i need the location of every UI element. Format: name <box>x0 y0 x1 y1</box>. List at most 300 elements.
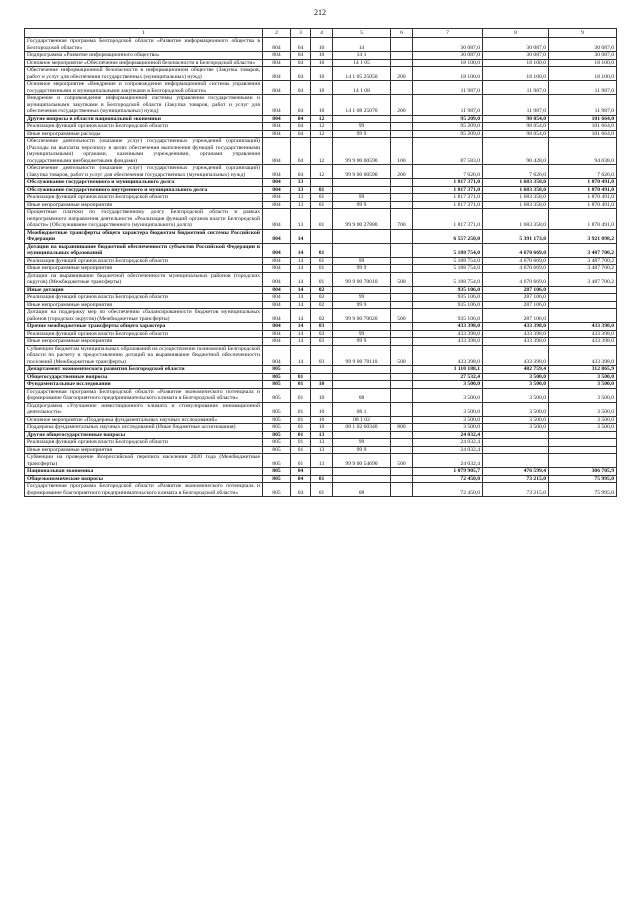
row-name: Дотации на выравнивание бюджетной обеспеченности муниципальных районов (городских округов) (Межбюджетные трансферты) <box>25 272 263 286</box>
row-name: Реализация функций органов власти Белгородской области <box>25 123 263 131</box>
row-section: 04 <box>291 123 311 131</box>
row-ministry-code: 804 <box>263 186 291 194</box>
row-amount-year-1: 1 817 371,0 <box>413 179 483 187</box>
row-subsection: 03 <box>311 323 333 331</box>
row-section: 04 <box>291 59 311 67</box>
row-expense-type: 700 <box>391 209 413 230</box>
row-name: Иные дотации <box>25 286 263 294</box>
row-amount-year-1: 11 987,0 <box>413 81 483 95</box>
row-ministry-code: 804 <box>263 52 291 60</box>
row-name: Основное мероприятие «Внедрение и сопровождение информационной системы управления государственными и муниципальными закупками в Белгородской области» <box>25 81 263 95</box>
row-name: Иные непрограммные мероприятия <box>25 265 263 273</box>
row-target-article <box>333 381 391 389</box>
row-section: 14 <box>291 257 311 265</box>
row-amount-year-3: 30 087,0 <box>549 52 617 60</box>
row-target-article: 99 <box>333 123 391 131</box>
row-section: 04 <box>291 468 311 476</box>
row-target-article <box>333 475 391 483</box>
row-ministry-code: 804 <box>263 38 291 52</box>
row-section: 04 <box>291 130 311 138</box>
row-amount-year-2: 4 670 669,0 <box>483 272 549 286</box>
row-target-article: 99 9 <box>333 265 391 273</box>
row-ministry-code: 805 <box>263 446 291 454</box>
row-ministry-code: 804 <box>263 67 291 81</box>
row-ministry-code: 804 <box>263 323 291 331</box>
row-target-article: 08 1 02 <box>333 416 391 424</box>
row-section: 04 <box>291 483 311 497</box>
col-header-3: 3 <box>291 29 311 38</box>
table-row <box>25 95 617 116</box>
row-amount-year-1: 1 817 371,0 <box>413 201 483 209</box>
row-target-article <box>333 366 391 374</box>
row-amount-year-1: 1 079 905,7 <box>413 468 483 476</box>
row-target-article: 99 9 00 54690 <box>333 454 391 468</box>
row-amount-year-3: 3 500,0 <box>549 416 617 424</box>
row-name: Дотации на выравнивание бюджетной обеспеченности субъектов Российской Федерации и муниципальных образований <box>25 243 263 257</box>
row-name: Обеспечение информационной безопасности в информационном обществе (Закупка товаров, работ и услуг для обеспечения государственных (муниципальных) нужд) <box>25 67 263 81</box>
row-target-article <box>333 243 391 257</box>
row-amount-year-1: 433 398,0 <box>413 323 483 331</box>
row-amount-year-2: 433 398,0 <box>483 345 549 366</box>
row-ministry-code: 804 <box>263 123 291 131</box>
row-expense-type: 200 <box>391 95 413 116</box>
row-amount-year-2: 4 670 669,0 <box>483 257 549 265</box>
row-name: Основное мероприятие «Поддержка фундаментальных научных исследований» <box>25 416 263 424</box>
row-amount-year-3: 1 870 491,0 <box>549 179 617 187</box>
row-subsection: 13 <box>311 431 333 439</box>
table-row <box>25 179 617 187</box>
row-target-article: 99 9 00 00590 <box>333 138 391 165</box>
row-amount-year-1: 24 032,4 <box>413 431 483 439</box>
table-row <box>25 330 617 338</box>
row-amount-year-2: 1 683 358,0 <box>483 179 549 187</box>
row-expense-type <box>391 194 413 202</box>
row-name: Иные непрограммные мероприятия <box>25 338 263 346</box>
row-subsection <box>311 373 333 381</box>
row-amount-year-2: 1 683 358,0 <box>483 186 549 194</box>
row-target-article: 99 <box>333 330 391 338</box>
row-amount-year-2: 433 398,0 <box>483 323 549 331</box>
row-section: 04 <box>291 38 311 52</box>
row-section: 01 <box>291 439 311 447</box>
row-amount-year-2: 3 500,0 <box>483 381 549 389</box>
table-row <box>25 416 617 424</box>
row-expense-type <box>391 59 413 67</box>
row-amount-year-3 <box>549 294 617 302</box>
row-target-article: 08 1 <box>333 402 391 416</box>
row-expense-type <box>391 265 413 273</box>
table-row <box>25 446 617 454</box>
page-number: 212 <box>314 8 326 17</box>
row-subsection: 10 <box>311 416 333 424</box>
row-subsection: 10 <box>311 388 333 402</box>
header-row <box>25 29 617 38</box>
row-target-article: 99 9 <box>333 446 391 454</box>
row-amount-year-1: 24 032,4 <box>413 454 483 468</box>
row-amount-year-2: 18 100,0 <box>483 67 549 81</box>
row-expense-type <box>391 388 413 402</box>
row-ministry-code: 804 <box>263 201 291 209</box>
table-row <box>25 229 617 243</box>
row-amount-year-1: 433 398,0 <box>413 330 483 338</box>
row-section: 14 <box>291 272 311 286</box>
table-row <box>25 439 617 447</box>
row-amount-year-1: 1 817 371,0 <box>413 194 483 202</box>
row-amount-year-2: 3 500,0 <box>483 373 549 381</box>
table-row <box>25 59 617 67</box>
row-amount-year-3: 433 398,0 <box>549 330 617 338</box>
row-amount-year-3 <box>549 431 617 439</box>
row-name: Основное мероприятие «Обеспечение информационной безопасности в Белгородской области» <box>25 59 263 67</box>
row-name: Дотации на поддержку мер по обеспечению сбалансированности бюджетов муниципальных районов (городских округов) (Межбюджетные трансферты) <box>25 309 263 323</box>
row-expense-type <box>391 201 413 209</box>
row-subsection <box>311 179 333 187</box>
row-ministry-code: 805 <box>263 402 291 416</box>
row-subsection: 10 <box>311 95 333 116</box>
row-section: 01 <box>291 424 311 432</box>
row-amount-year-2: 90 428,0 <box>483 138 549 165</box>
row-subsection: 12 <box>311 123 333 131</box>
row-amount-year-3: 3 487 700,2 <box>549 265 617 273</box>
col-header-9: 9 <box>549 29 617 38</box>
row-amount-year-3: 1 870 491,0 <box>549 201 617 209</box>
row-amount-year-1: 30 087,0 <box>413 38 483 52</box>
row-amount-year-1: 935 106,0 <box>413 294 483 302</box>
row-ministry-code: 804 <box>263 115 291 123</box>
row-amount-year-2 <box>483 454 549 468</box>
row-section: 13 <box>291 201 311 209</box>
row-amount-year-1: 3 500,0 <box>413 388 483 402</box>
row-amount-year-1: 95 209,0 <box>413 130 483 138</box>
row-subsection: 01 <box>311 243 333 257</box>
row-target-article <box>333 431 391 439</box>
row-expense-type: 200 <box>391 165 413 179</box>
row-amount-year-1: 7 626,0 <box>413 165 483 179</box>
row-expense-type: 100 <box>391 138 413 165</box>
row-amount-year-3 <box>549 446 617 454</box>
row-amount-year-1: 95 209,0 <box>413 123 483 131</box>
row-amount-year-2: 98 054,0 <box>483 115 549 123</box>
table-row <box>25 243 617 257</box>
table-row <box>25 294 617 302</box>
row-subsection: 02 <box>311 301 333 309</box>
row-name: Государственная программа Белгородской области «Развитие информационного общества в Белгородской области» <box>25 38 263 52</box>
row-name: Подпрограмма «Развитие информационного общества» <box>25 52 263 60</box>
row-expense-type <box>391 286 413 294</box>
row-expense-type <box>391 373 413 381</box>
row-name: Обслуживание государственного внутреннего и муниципального долга <box>25 186 263 194</box>
row-name: Департамент экономического развития Белгородской области <box>25 366 263 374</box>
row-target-article: 08 <box>333 388 391 402</box>
row-name: Внедрение и сопровождение информационной системы управления государственными и муниципальными закупками в Белгородской области (Закупка товаров, работ и услуг для обеспечения государственных (муниципальных) нужд) <box>25 95 263 116</box>
row-amount-year-1: 935 106,0 <box>413 309 483 323</box>
table-row <box>25 381 617 389</box>
row-amount-year-3: 75 995,0 <box>549 475 617 483</box>
row-amount-year-2: 73 215,0 <box>483 483 549 497</box>
row-subsection: 10 <box>311 67 333 81</box>
row-section: 14 <box>291 338 311 346</box>
row-amount-year-1: 433 398,0 <box>413 345 483 366</box>
row-amount-year-1: 433 398,0 <box>413 338 483 346</box>
row-target-article: 99 9 00 00590 <box>333 165 391 179</box>
row-amount-year-3: 433 398,0 <box>549 338 617 346</box>
row-amount-year-1: 1 110 188,1 <box>413 366 483 374</box>
row-ministry-code: 804 <box>263 294 291 302</box>
row-amount-year-3: 7 626,0 <box>549 165 617 179</box>
row-ministry-code: 804 <box>263 95 291 116</box>
row-subsection: 02 <box>311 286 333 294</box>
row-name: Другие вопросы в области национальной экономики <box>25 115 263 123</box>
row-ministry-code: 805 <box>263 431 291 439</box>
budget-table <box>24 28 617 497</box>
row-target-article <box>333 468 391 476</box>
row-amount-year-3: 3 921 098,2 <box>549 229 617 243</box>
row-amount-year-1: 5 188 754,0 <box>413 265 483 273</box>
row-amount-year-2: 433 398,0 <box>483 330 549 338</box>
row-name: Реализация функций органов власти Белгородской области <box>25 194 263 202</box>
row-amount-year-1: 27 532,4 <box>413 373 483 381</box>
row-amount-year-1: 24 032,4 <box>413 446 483 454</box>
row-section: 13 <box>291 194 311 202</box>
col-header-4: 4 <box>311 29 333 38</box>
row-amount-year-3 <box>549 309 617 323</box>
table-row <box>25 257 617 265</box>
row-target-article <box>333 179 391 187</box>
row-subsection: 01 <box>311 272 333 286</box>
row-subsection <box>311 468 333 476</box>
row-target-article <box>333 186 391 194</box>
row-name: Реализация функций органов власти Белгородской области <box>25 294 263 302</box>
col-header-7: 7 <box>413 29 483 38</box>
row-amount-year-2 <box>483 431 549 439</box>
row-expense-type <box>391 416 413 424</box>
row-subsection: 01 <box>311 194 333 202</box>
row-name: Субвенции бюджетам муниципальных образований на осуществление полномочий Белгородской области по расчету и предоставлению дотаций на выравнивание бюджетной обеспеченности поселений (Межбюджетные трансферты) <box>25 345 263 366</box>
row-target-article: 99 9 00 27880 <box>333 209 391 230</box>
col-header-8: 8 <box>483 29 549 38</box>
row-section: 01 <box>291 454 311 468</box>
row-amount-year-3: 312 865,9 <box>549 366 617 374</box>
row-ministry-code: 804 <box>263 309 291 323</box>
table-row <box>25 38 617 52</box>
row-section: 04 <box>291 115 311 123</box>
row-amount-year-2: 287 106,0 <box>483 309 549 323</box>
row-subsection: 01 <box>311 186 333 194</box>
row-subsection: 10 <box>311 52 333 60</box>
row-name: Общеэкономические вопросы <box>25 475 263 483</box>
row-target-article: 99 9 00 70110 <box>333 345 391 366</box>
row-amount-year-1: 18 100,0 <box>413 59 483 67</box>
row-expense-type: 200 <box>391 67 413 81</box>
row-name: Иные непрограммные мероприятия <box>25 446 263 454</box>
row-amount-year-2: 1 683 358,0 <box>483 194 549 202</box>
row-ministry-code: 804 <box>263 179 291 187</box>
row-ministry-code: 805 <box>263 366 291 374</box>
row-target-article: 08 1 02 60340 <box>333 424 391 432</box>
row-section: 04 <box>291 95 311 116</box>
row-target-article: 99 9 <box>333 338 391 346</box>
row-ministry-code: 805 <box>263 388 291 402</box>
row-amount-year-3: 101 664,0 <box>549 115 617 123</box>
row-amount-year-1: 95 209,0 <box>413 115 483 123</box>
row-ministry-code: 805 <box>263 439 291 447</box>
row-section: 14 <box>291 286 311 294</box>
row-ministry-code: 804 <box>263 338 291 346</box>
row-subsection: 03 <box>311 338 333 346</box>
row-name: Реализация функций органов власти Белгородской области <box>25 439 263 447</box>
row-ministry-code: 804 <box>263 138 291 165</box>
row-expense-type <box>391 475 413 483</box>
row-target-article <box>333 115 391 123</box>
row-amount-year-2: 18 100,0 <box>483 59 549 67</box>
row-expense-type <box>391 483 413 497</box>
table-row <box>25 186 617 194</box>
row-amount-year-2: 3 500,0 <box>483 388 549 402</box>
row-ministry-code: 804 <box>263 286 291 294</box>
row-name: Реализация функций органов власти Белгородской области <box>25 330 263 338</box>
row-name: Национальная экономика <box>25 468 263 476</box>
table-row <box>25 475 617 483</box>
row-amount-year-2: 433 398,0 <box>483 338 549 346</box>
row-amount-year-2: 287 106,0 <box>483 301 549 309</box>
row-amount-year-2: 4 670 669,0 <box>483 243 549 257</box>
row-target-article: 14 1 08 <box>333 81 391 95</box>
row-target-article: 99 <box>333 194 391 202</box>
row-expense-type <box>391 115 413 123</box>
row-section: 14 <box>291 345 311 366</box>
row-amount-year-3: 3 500,0 <box>549 388 617 402</box>
row-amount-year-3: 3 500,0 <box>549 424 617 432</box>
row-subsection: 01 <box>311 257 333 265</box>
row-ministry-code: 805 <box>263 468 291 476</box>
row-name: Иные непрограммные мероприятия <box>25 201 263 209</box>
row-amount-year-2: 1 683 358,0 <box>483 201 549 209</box>
row-section: 14 <box>291 294 311 302</box>
row-expense-type: 500 <box>391 272 413 286</box>
row-amount-year-1: 935 106,0 <box>413 301 483 309</box>
row-name: Обеспечение деятельности (оказание услуг) государственных учреждений (организаций) (Закупка товаров, работ и услуг для обеспечения государственных (муниципальных) нужд) <box>25 165 263 179</box>
row-section: 04 <box>291 138 311 165</box>
row-ministry-code: 804 <box>263 265 291 273</box>
row-subsection: 02 <box>311 309 333 323</box>
table-row <box>25 483 617 497</box>
row-subsection: 02 <box>311 294 333 302</box>
row-subsection: 10 <box>311 38 333 52</box>
row-amount-year-3: 101 664,0 <box>549 130 617 138</box>
row-name: Межбюджетные трансферты общего характера бюджетам бюджетной системы Российской Федерации <box>25 229 263 243</box>
row-target-article: 08 <box>333 483 391 497</box>
row-expense-type <box>391 130 413 138</box>
row-ministry-code: 805 <box>263 416 291 424</box>
row-amount-year-1: 18 100,0 <box>413 67 483 81</box>
row-amount-year-2: 98 054,0 <box>483 130 549 138</box>
row-amount-year-2: 11 987,0 <box>483 81 549 95</box>
row-amount-year-3: 3 500,0 <box>549 381 617 389</box>
row-subsection: 12 <box>311 130 333 138</box>
row-amount-year-1: 1 817 371,0 <box>413 209 483 230</box>
row-expense-type <box>391 338 413 346</box>
table-row <box>25 402 617 416</box>
table-row <box>25 309 617 323</box>
row-amount-year-3: 1 870 491,0 <box>549 194 617 202</box>
row-subsection: 01 <box>311 265 333 273</box>
row-amount-year-1: 3 500,0 <box>413 381 483 389</box>
table-row <box>25 301 617 309</box>
row-expense-type <box>391 323 413 331</box>
row-amount-year-2: 476 599,4 <box>483 468 549 476</box>
table-row <box>25 388 617 402</box>
row-amount-year-2: 5 391 173,0 <box>483 229 549 243</box>
row-ministry-code: 804 <box>263 194 291 202</box>
row-expense-type: 500 <box>391 454 413 468</box>
row-amount-year-3: 30 087,0 <box>549 38 617 52</box>
row-section: 04 <box>291 475 311 483</box>
table-row <box>25 366 617 374</box>
row-expense-type <box>391 301 413 309</box>
row-subsection: 01 <box>311 475 333 483</box>
row-expense-type <box>391 294 413 302</box>
table-row <box>25 209 617 230</box>
table-row <box>25 265 617 273</box>
row-amount-year-2: 98 054,0 <box>483 123 549 131</box>
row-section: 13 <box>291 179 311 187</box>
row-expense-type <box>391 123 413 131</box>
row-name: Государственная программа Белгородской области «Развитие экономического потенциала и формирование благоприятного предпринимательского климата в Белгородской области» <box>25 483 263 497</box>
table-row <box>25 81 617 95</box>
row-name: Подпрограмма «Улучшение инвестиционного климата и стимулирование инновационной деятельности» <box>25 402 263 416</box>
row-expense-type <box>391 381 413 389</box>
row-subsection: 10 <box>311 381 333 389</box>
row-amount-year-1: 3 500,0 <box>413 416 483 424</box>
row-section: 04 <box>291 52 311 60</box>
row-amount-year-3: 1 870 491,0 <box>549 186 617 194</box>
row-ministry-code: 804 <box>263 243 291 257</box>
row-expense-type <box>391 431 413 439</box>
row-subsection <box>311 366 333 374</box>
table-row <box>25 424 617 432</box>
row-amount-year-1: 72 450,0 <box>413 475 483 483</box>
row-section <box>291 366 311 374</box>
row-ministry-code: 804 <box>263 345 291 366</box>
row-name: Иные непрограммные мероприятия <box>25 301 263 309</box>
row-amount-year-3: 433 398,0 <box>549 323 617 331</box>
row-amount-year-2: 287 106,0 <box>483 294 549 302</box>
col-header-1: 1 <box>25 29 263 38</box>
row-target-article: 14 <box>333 38 391 52</box>
row-amount-year-2: 30 087,0 <box>483 38 549 52</box>
row-ministry-code: 804 <box>263 257 291 265</box>
row-amount-year-1: 5 188 754,0 <box>413 243 483 257</box>
row-ministry-code: 805 <box>263 424 291 432</box>
budget-table-wrapper <box>24 28 616 497</box>
row-expense-type: 800 <box>391 424 413 432</box>
row-amount-year-3: 18 100,0 <box>549 59 617 67</box>
row-amount-year-2: 482 759,4 <box>483 366 549 374</box>
col-header-2: 2 <box>263 29 291 38</box>
row-amount-year-2: 30 087,0 <box>483 52 549 60</box>
table-row <box>25 138 617 165</box>
row-amount-year-1: 24 032,4 <box>413 439 483 447</box>
table-row <box>25 194 617 202</box>
col-header-5: 5 <box>333 29 391 38</box>
row-name: Государственная программа Белгородской области «Развитие экономического потенциала и формирование благоприятного предпринимательского климата в Белгородской области» <box>25 388 263 402</box>
row-section: 13 <box>291 209 311 230</box>
row-amount-year-1: 11 987,0 <box>413 95 483 116</box>
table-row <box>25 468 617 476</box>
row-ministry-code: 804 <box>263 272 291 286</box>
table-row <box>25 115 617 123</box>
row-ministry-code: 805 <box>263 373 291 381</box>
